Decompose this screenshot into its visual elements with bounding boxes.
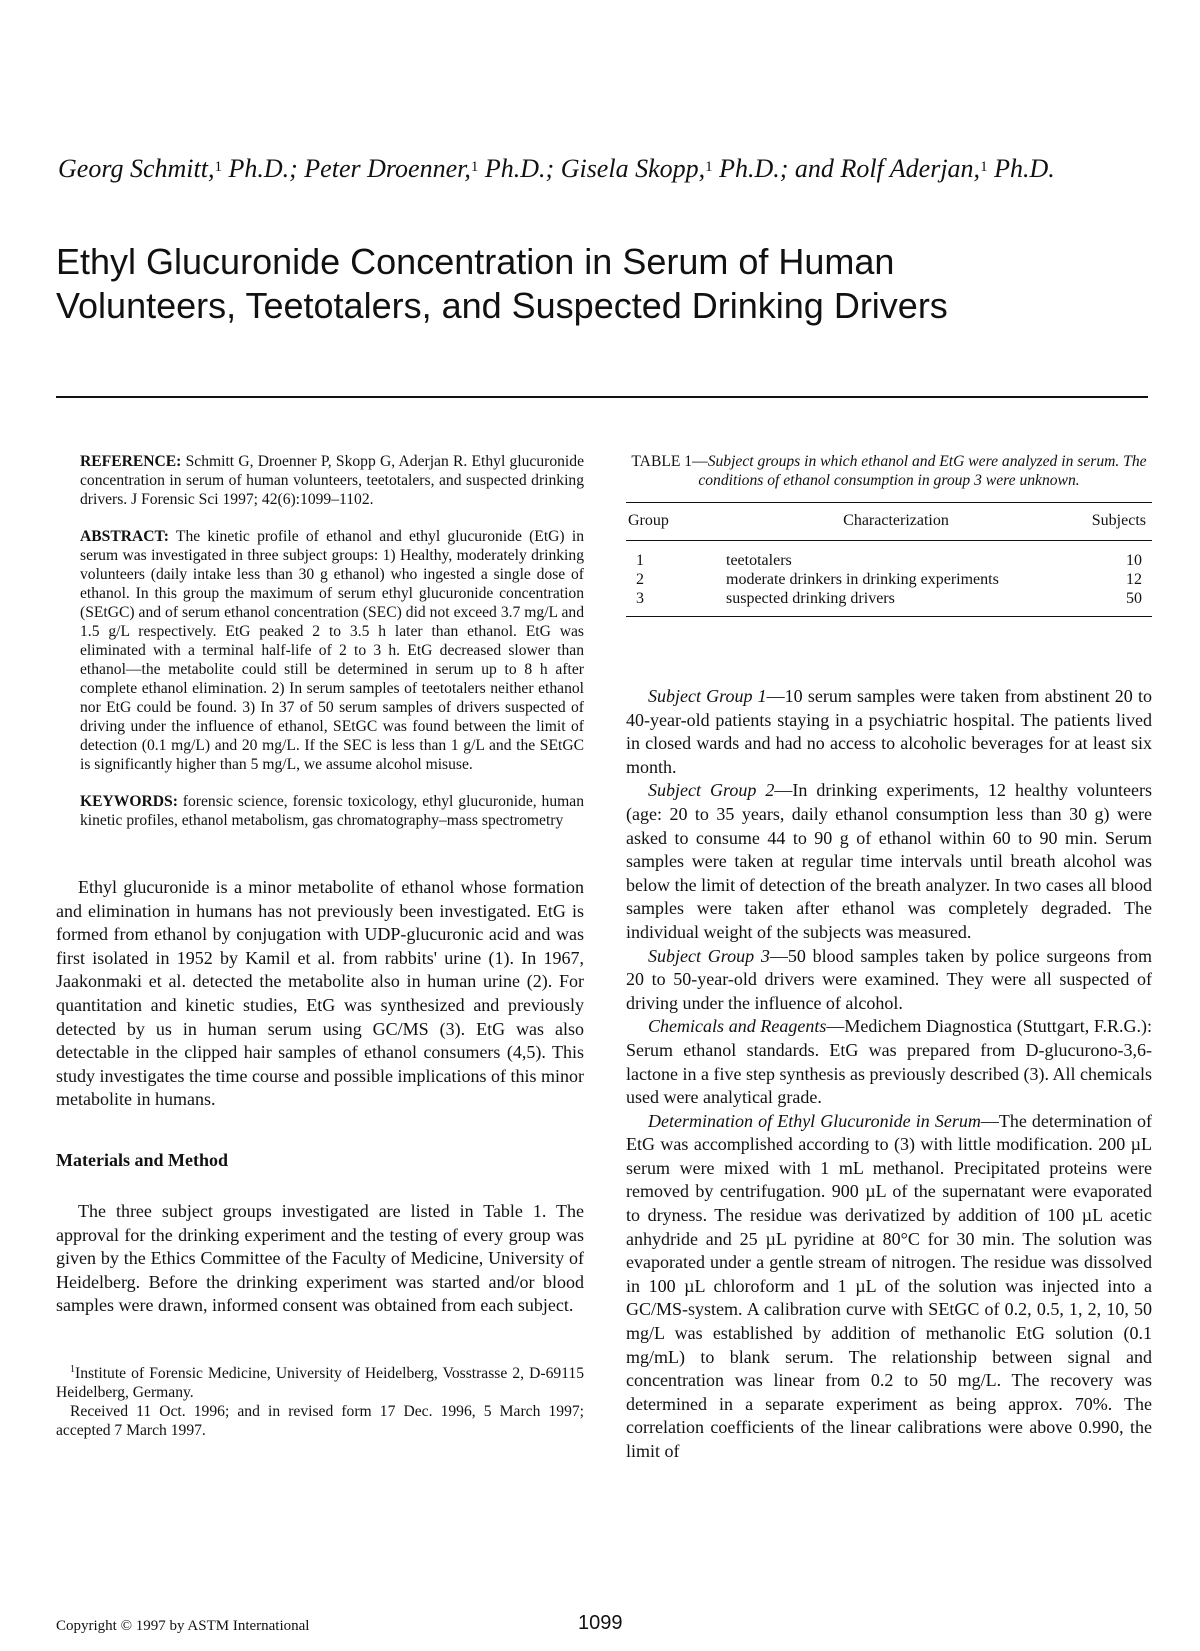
subject-group-3-paragraph: Subject Group 3—50 blood samples taken by police surgeons from 20 to 50-year-old drivers were examined. They were all suspected of driving under the influence of alcohol.	[626, 945, 1152, 1013]
page-number: 1099	[578, 1612, 623, 1634]
subject-groups-table	[626, 502, 1152, 617]
cell-group: 2	[636, 571, 644, 588]
cell-characterization: moderate drinkers in drinking experiments	[726, 571, 999, 588]
keywords-block: KEYWORDS: forensic science, forensic toxicology, ethyl glucuronide, human kinetic profiles, ethanol metabolism, gas chromatography–mass spectrometry	[80, 793, 584, 829]
paper-title	[56, 240, 1156, 328]
title-line-1: Ethyl Glucuronide Concentration in Serum of Human	[56, 241, 895, 282]
author-1: Georg Schmitt,$^1$ Ph.D.;	[58, 154, 305, 183]
cell-group: 3	[626, 589, 726, 617]
title-divider	[56, 396, 1148, 398]
header-characterization: Characterization	[726, 503, 1066, 541]
right-column	[626, 452, 1152, 1464]
table-caption: TABLE 1—Subject groups in which ethanol and EtG were analyzed in serum. The conditions of ethanol consumption in group 3 were unknown.	[631, 453, 1147, 489]
left-column	[56, 452, 584, 1440]
subject-group-1-paragraph: Subject Group 1—10 serum samples were taken from abstinent 20 to 40-year-old patients staying in a psychiatric hospital. The patients lived in closed wards and had no access to alcoholic beverages for at least six month.	[626, 686, 1152, 777]
table-row	[626, 570, 1152, 589]
author-3: Gisela Skopp,$^1$ Ph.D.; and	[560, 154, 841, 183]
cell-subjects: 10	[1126, 552, 1142, 569]
cell-subjects: 50	[1066, 589, 1152, 617]
author-list	[58, 152, 1158, 186]
author-4: Rolf Aderjan,$^1$ Ph.D.	[840, 154, 1055, 183]
subject-group-2-paragraph: Subject Group 2—In drinking experiments, 12 healthy volunteers (age: 20 to 35 years, daily ethanol consumption less than 30 g) were asked to consume 44 to 90 g of ethanol within 60 to 90 min. Serum samples were taken at regular time intervals until breath alcohol was below the limit of detection of the breath analyzer. In two cases all blood samples were taken after ethanol was completely degraded. The individual weight of the subjects was measured.	[626, 780, 1152, 942]
materials-paragraph: The three subject groups investigated are listed in Table 1. The approval for the drinking experiment and the testing of every group was given by the Ethics Committee of the Faculty of Medicine, University of Heidelberg. Before the drinking experiment was started and/or blood samples were drawn, informed consent was obtained from each subject.	[56, 1200, 584, 1316]
author-2: Peter Droenner,$^1$ Ph.D.;	[304, 154, 561, 183]
footnote-received: Received 11 Oct. 1996; and in revised form 17 Dec. 1996, 5 March 1997; accepted 7 March 1997.	[56, 1403, 584, 1440]
abstract-block: ABSTRACT: The kinetic profile of ethanol and ethyl glucuronide (EtG) in serum was investigated in three subject groups: 1) Healthy, moderately drinking volunteers (daily intake less than 30 g ethanol) who ingested a single dose of ethanol. In this group the maximum of serum ethyl glucuronide concentration (SEtGC) and of serum ethanol concentration (SEC) did not exceed 3.7 mg/L and 1.5 g/L respectively. EtG peaked 2 to 3.5 h later than ethanol. EtG was eliminated with a terminal half-life of 2 to 3 h. EtG decreased slower than ethanol—the metabolite could still be determined in serum up to 8 h after complete ethanol elimination. 2) In serum samples of teetotalers neither ethanol nor EtG could be found. 3) In 37 of 50 serum samples of drivers suspected of driving under the influence of ethanol, SEtGC was found between the limit of detection (0.1 mg/L) and 20 mg/L. If the SEC is less than 1 g/L and the SEtGC is significantly higher than 5 mg/L, we assume alcohol misuse.	[80, 528, 584, 773]
table-header-row	[626, 503, 1152, 541]
chemicals-paragraph: Chemicals and Reagents—Medichem Diagnostica (Stuttgart, F.R.G.): Serum ethanol standards. EtG was prepared from D-glucurono-3,6-lactone in a five step synthesis as previously described (3). All chemicals used were analytical grade.	[626, 1016, 1152, 1108]
cell-characterization: suspected drinking drivers	[726, 589, 1066, 617]
intro-paragraph: Ethyl glucuronide is a minor metabolite of ethanol whose formation and elimination in humans has not previously been investigated. EtG is formed from ethanol by conjugation with UDP-glucuronic acid and was first isolated in 1952 by Kamil et al. from rabbits' urine (1). In 1967, Jaakonmaki et al. detected the metabolite also in human urine (2). For quantitation and kinetic studies, EtG was synthesized and previously detected by us in human serum using GC/MS (3). EtG was also detectable in the clipped hair samples of ethanol consumers (4,5). This study investigates the time course and possible implications of this minor metabolite in humans.	[56, 877, 584, 1110]
title-line-2: Volunteers, Teetotalers, and Suspected Drinking Drivers	[56, 285, 948, 326]
copyright-notice: Copyright © 1997 by ASTM International	[56, 1618, 310, 1634]
determination-paragraph: Determination of Ethyl Glucuronide in Serum—The determination of EtG was accomplished according to (3) with little modification. 200 µL serum were mixed with 1 mL methanol. Precipitated proteins were removed by centrifugation. 900 µL of the supernatant were evaporated to dryness. The residue was derivatized by addition of 100 µL acetic anhydride and 25 µL pyridine at 80°C for 30 min. The solution was evaporated under a gentle stream of nitrogen. The residue was dissolved in 100 µL chloroform and 1 µL of the solution was injected into a GC/MS-system. A calibration curve with SEtGC of 0.2, 0.5, 1, 2, 10, 50 mg/L was established by addition of methanolic EtG solution (0.1 mg/mL) to blank serum. The relationship between signal and concentration was linear from 0.2 to 50 mg/L. The recovery was determined in a separate experiment as being approx. 70%. The correlation coefficients of the linear calibrations were above 0.990, the limit of	[626, 1110, 1152, 1461]
footnotes	[56, 1360, 584, 1440]
section-heading-materials: Materials and Method	[56, 1149, 228, 1170]
cell-subjects: 12	[1126, 571, 1142, 588]
table-row	[626, 589, 1152, 617]
footnote-affiliation: $^1$Institute of Forensic Medicine, University of Heidelberg, Vosstrasse 2, D-69115 Heidelberg, Germany.	[56, 1363, 584, 1402]
cell-characterization: teetotalers	[726, 552, 792, 569]
reference-block: REFERENCE: Schmitt G, Droenner P, Skopp G, Aderjan R. Ethyl glucuronide concentration in serum of human volunteers, teetotalers, and suspected drinking drivers. J Forensic Sci 1997; 42(6):1099–1102.	[80, 453, 584, 508]
table-row	[626, 541, 1152, 571]
header-group: Group	[626, 503, 726, 541]
cell-group: 1	[636, 552, 644, 569]
header-subjects: Subjects	[1066, 503, 1152, 541]
